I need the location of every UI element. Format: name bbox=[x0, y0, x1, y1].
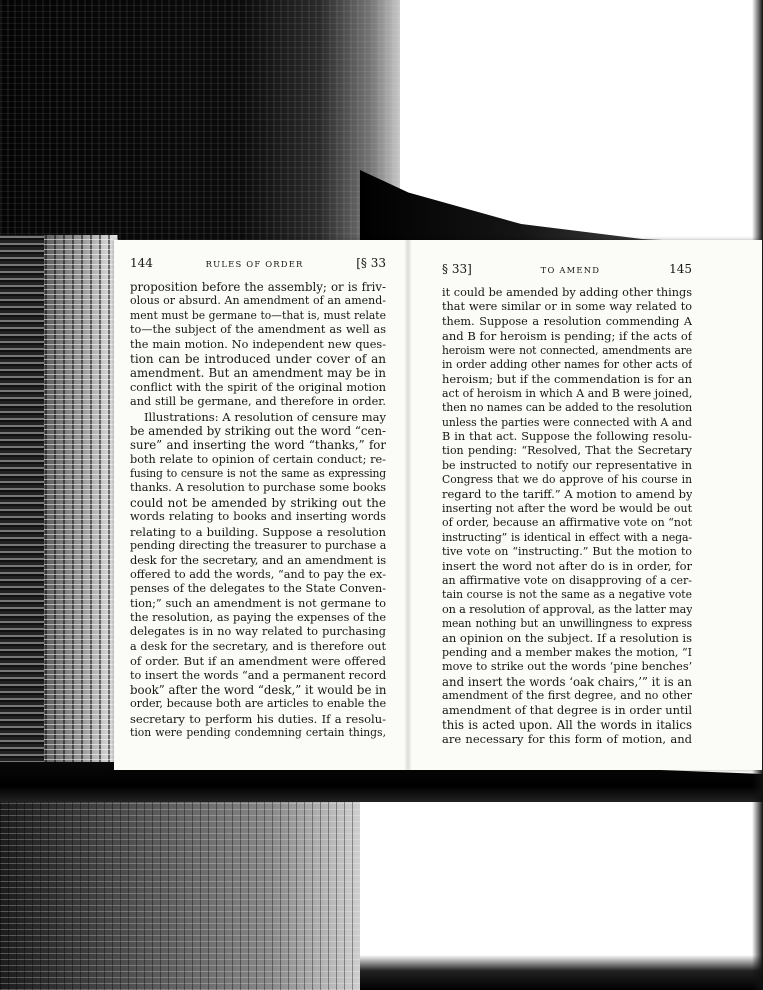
text-line: thanks. A resolution to purchase some books bbox=[130, 481, 386, 495]
text-line: and B for heroism is pending; if the acts of bbox=[442, 329, 692, 344]
right-page-header bbox=[442, 262, 692, 284]
text-line: offered to add the words, “and to pay the ex- bbox=[130, 567, 386, 581]
left-page bbox=[130, 256, 386, 741]
text-line: the main motion. No independent new ques- bbox=[130, 337, 386, 351]
text-line: could not be amended by striking out the bbox=[130, 495, 386, 510]
text-line: be amended by striking out the word “cen- bbox=[130, 423, 386, 438]
scan-shadow-left-edge bbox=[0, 235, 44, 765]
text-line: amendment of that degree is in order until bbox=[442, 703, 692, 718]
text-line: amendment. But an amendment may be in bbox=[130, 366, 386, 381]
text-line: to—the subject of the amendment as well as bbox=[130, 323, 386, 337]
text-line: and still be germane, and therefore in order. bbox=[130, 395, 386, 409]
text-line: unless the parties were connected with A and bbox=[442, 415, 692, 429]
text-line: delegates is in no way related to purchasing bbox=[130, 625, 386, 639]
text-line: of order, because an affirmative vote on “not bbox=[442, 516, 692, 530]
text-line: that were similar or in some way related to bbox=[442, 300, 692, 314]
text-line: in order adding other names for other acts of bbox=[442, 357, 692, 371]
text-line: conflict with the spirit of the original motion bbox=[130, 380, 386, 394]
text-line: are necessary for this form of motion, and bbox=[442, 732, 692, 747]
text-line: tion pending: “Resolved, That the Secretary bbox=[442, 444, 692, 458]
text-line: Illustrations: A resolution of censure may bbox=[144, 409, 386, 424]
running-title: TO AMEND bbox=[540, 265, 601, 275]
text-line: the resolution, as paying the expenses of the bbox=[130, 610, 386, 624]
text-line: secretary to perform his duties. If a resolu- bbox=[130, 711, 386, 726]
text-line: both relate to opinion of certain conduct; re- bbox=[130, 452, 386, 466]
text-line: insert the word not after do is in order, for bbox=[442, 559, 692, 574]
text-line: order, because both are articles to enable the bbox=[130, 697, 386, 711]
text-line: move to strike out the words ‘pine benches’ bbox=[442, 660, 692, 674]
text-line: Congress that we do approve of his course in bbox=[442, 473, 692, 487]
text-line: them. Suppose a resolution commending A bbox=[442, 314, 692, 328]
text-line: tion were pending condemning certain things, bbox=[130, 726, 386, 740]
text-line: amendment of the first degree, and no other bbox=[442, 688, 692, 702]
text-line: this is acted upon. All the words in italics bbox=[442, 717, 692, 732]
text-line: penses of the delegates to the State Conven- bbox=[130, 582, 386, 596]
right-page bbox=[442, 262, 692, 747]
text-line: book” after the word “desk,” it would be in bbox=[130, 682, 386, 697]
text-line: proposition before the assembly; or is friv- bbox=[130, 280, 386, 294]
text-line: olous or absurd. An amendment of an amend- bbox=[130, 294, 386, 308]
text-line: it could be amended by adding other things bbox=[442, 286, 692, 299]
text-line: be instructed to notify our representative in bbox=[442, 458, 692, 472]
right-page-body bbox=[442, 286, 692, 747]
scan-shadow-top bbox=[0, 0, 400, 240]
text-line: inserting not after the word be would be out bbox=[442, 501, 692, 515]
text-line: a desk for the secretary, and is therefore out bbox=[130, 639, 386, 653]
text-line: words relating to books and inserting words bbox=[130, 510, 386, 524]
text-line: to insert the words “and a permanent record bbox=[130, 668, 386, 682]
text-line: an affirmative vote on disapproving of a cer- bbox=[442, 573, 692, 587]
text-line: heroism; but if the commendation is for an bbox=[442, 372, 692, 387]
text-line: then no names can be added to the resolution bbox=[442, 401, 692, 415]
text-line: tion can be introduced under cover of an bbox=[130, 351, 386, 366]
text-line: of order. But if an amendment were offered bbox=[130, 654, 386, 669]
text-line: regard to the tariff.” A motion to amend by bbox=[442, 487, 692, 502]
left-page-header bbox=[130, 256, 386, 278]
scan-shadow-bottom-left bbox=[0, 795, 360, 990]
book-gutter bbox=[404, 240, 412, 770]
text-line: and insert the words ‘oak chairs,’” it is an bbox=[442, 674, 692, 689]
text-line: instructing” is identical in effect with a nega- bbox=[442, 530, 692, 544]
section-ref: [§ 33 bbox=[356, 256, 386, 270]
text-line: B in that act. Suppose the following resolu- bbox=[442, 429, 692, 443]
text-line: pending and a member makes the motion, “I bbox=[442, 645, 692, 659]
text-line: act of heroism in which A and B were joined, bbox=[442, 386, 692, 400]
text-line: ment must be germane to—that is, must relate bbox=[130, 308, 386, 322]
text-line: heroism were not connected, amendments are bbox=[442, 343, 692, 357]
section-ref: § 33] bbox=[442, 262, 472, 276]
text-line: sure” and inserting the word “thanks,” for bbox=[130, 438, 386, 453]
text-line: desk for the secretary, and an amendment is bbox=[130, 553, 386, 568]
page-number: 144 bbox=[130, 256, 153, 270]
left-page-body bbox=[130, 280, 386, 741]
text-line: tain course is not the same as a negative vote bbox=[442, 588, 692, 602]
text-line: tion;” such an amendment is not germane to bbox=[130, 596, 386, 610]
text-line: pending directing the treasurer to purchase a bbox=[130, 539, 386, 553]
page-number: 145 bbox=[669, 262, 692, 276]
text-line: relating to a building. Suppose a resolution bbox=[130, 524, 386, 539]
text-line: mean nothing but an unwillingness to express bbox=[442, 616, 692, 630]
scan-shadow-bottom-right bbox=[360, 955, 763, 990]
running-title: RULES OF ORDER bbox=[205, 259, 304, 269]
text-line: an opinion on the subject. If a resolution is bbox=[442, 631, 692, 646]
text-line: on a resolution of approval, as the latter may bbox=[442, 602, 692, 616]
text-line: fusing to censure is not the same as expressing bbox=[130, 467, 386, 481]
text-line: tive vote on “instructing.” But the motion to bbox=[442, 545, 692, 559]
scan-shadow-top-edge bbox=[360, 170, 763, 245]
